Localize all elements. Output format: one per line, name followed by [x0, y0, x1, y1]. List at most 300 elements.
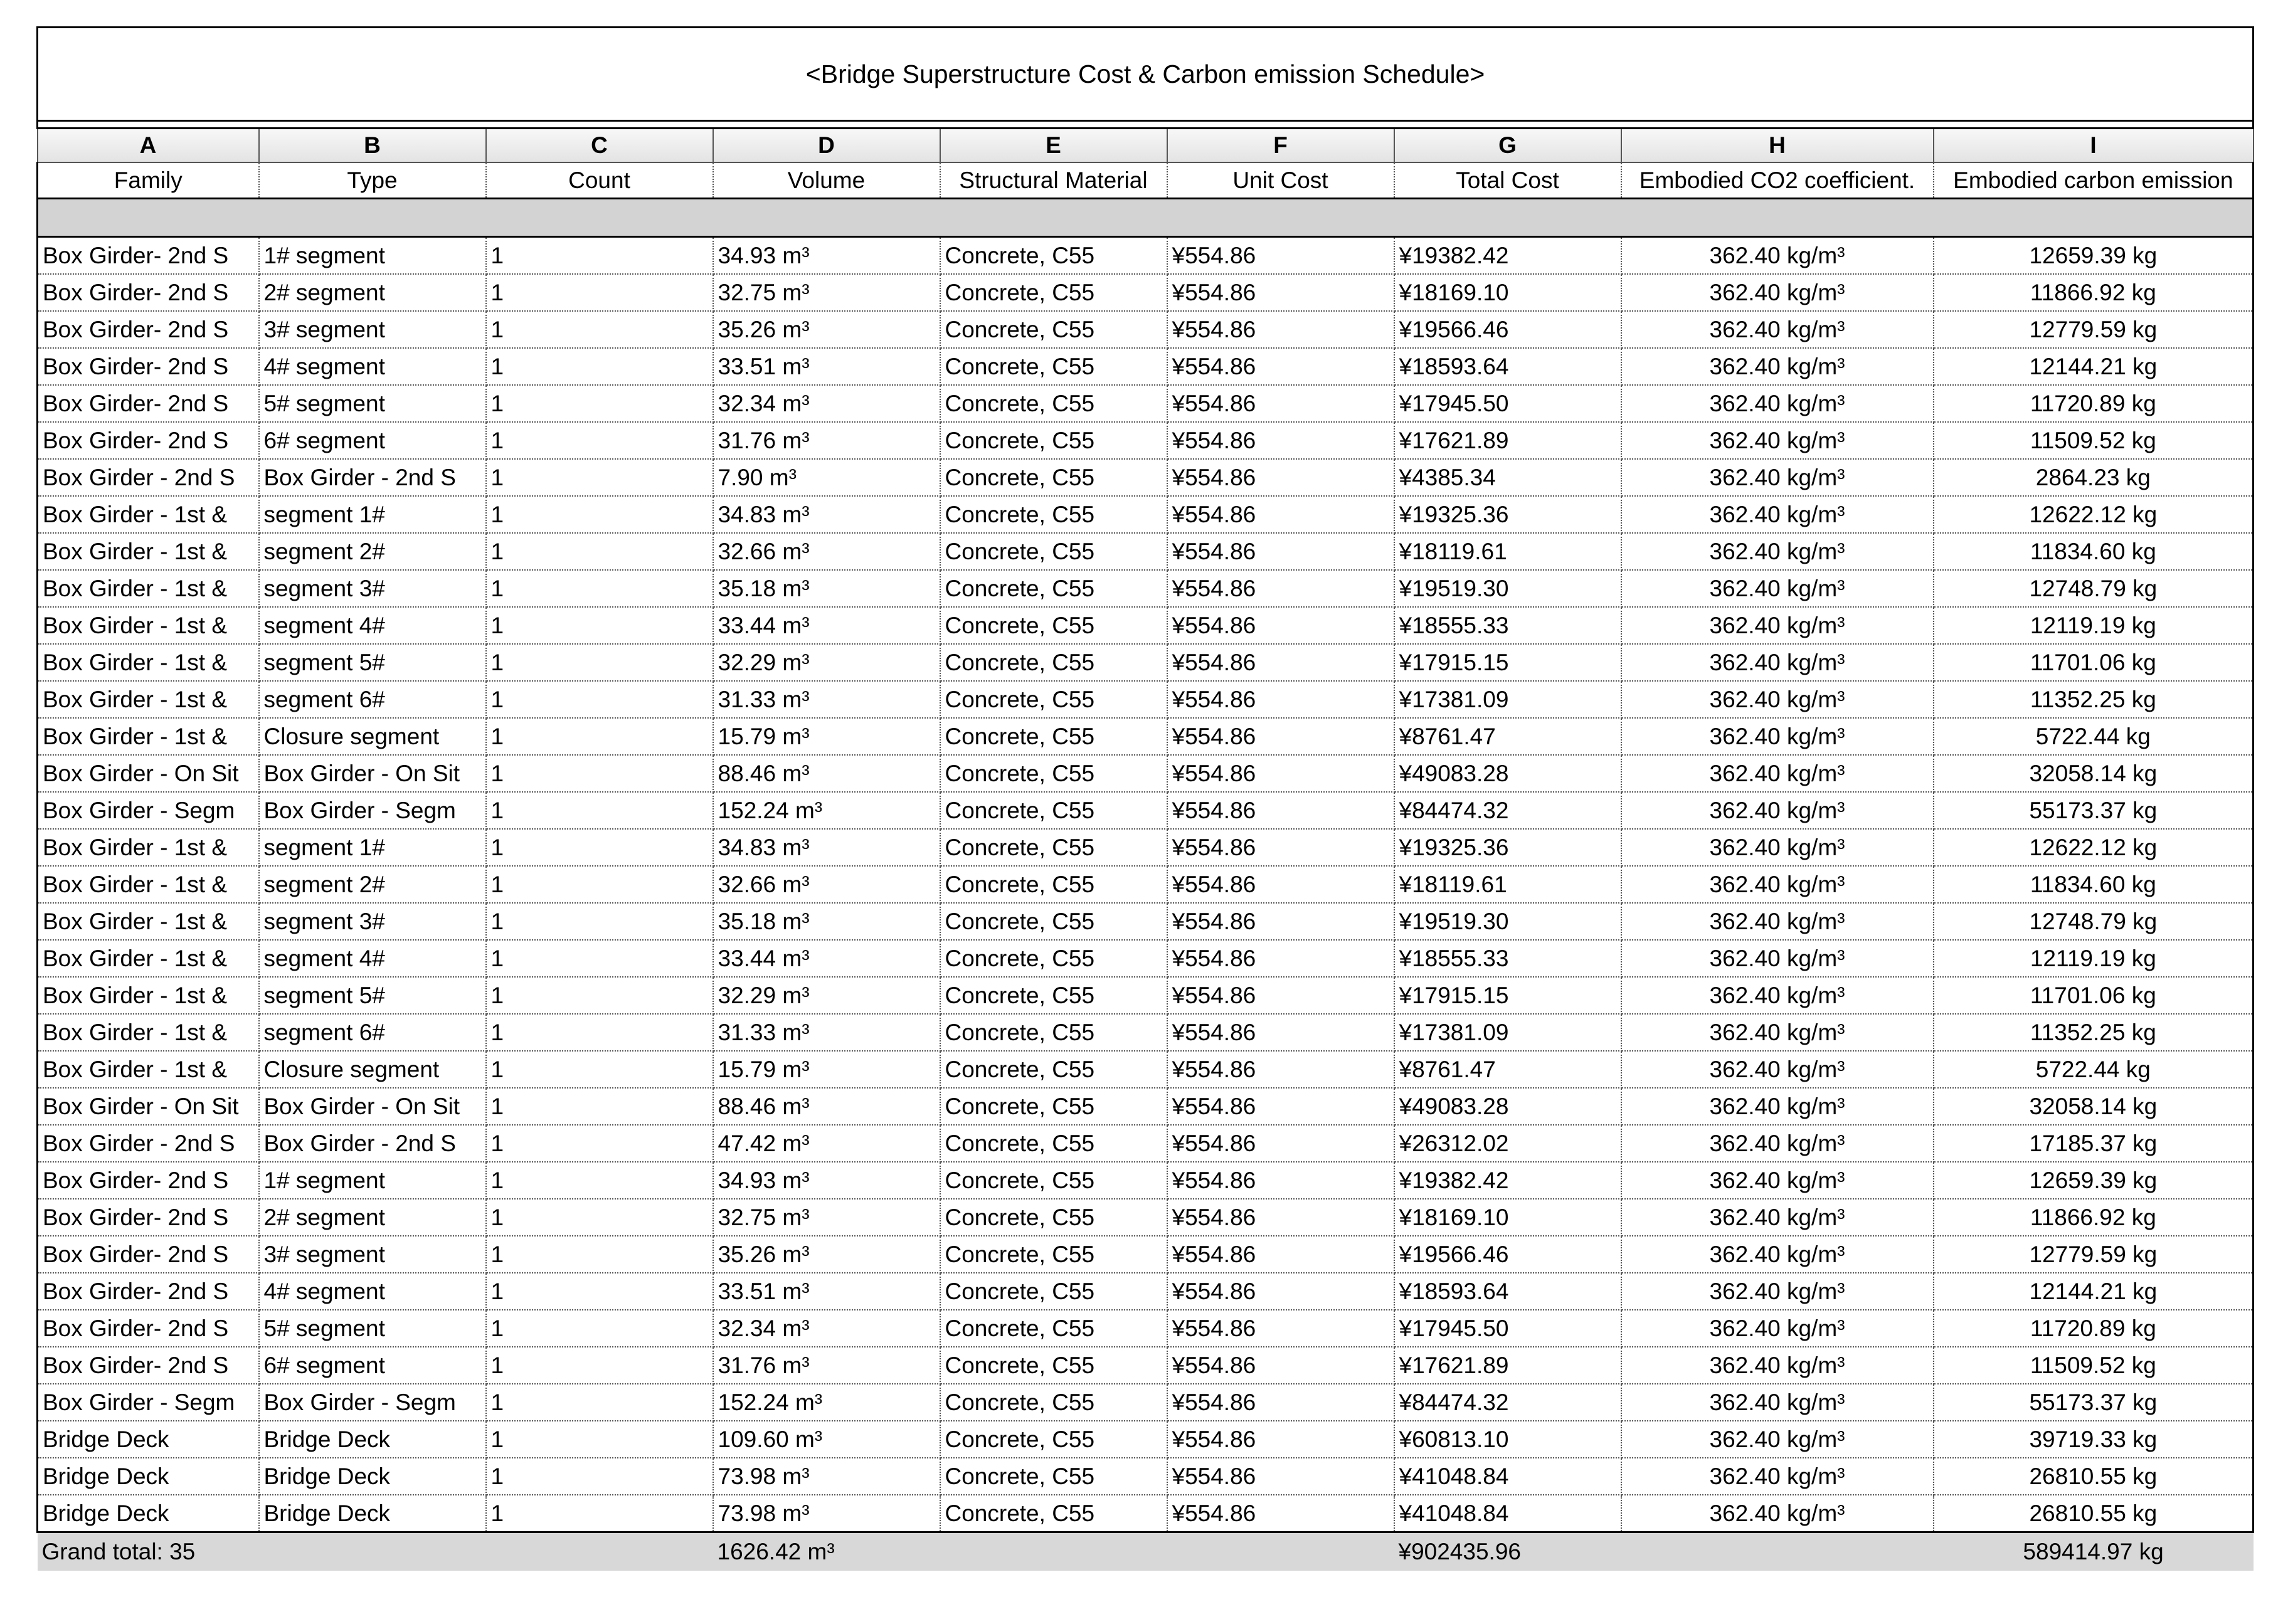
table-row[interactable] — [38, 1273, 2254, 1310]
table-row[interactable] — [38, 1162, 2254, 1199]
volume-cell[interactable]: 33.51 m³ — [713, 348, 940, 385]
total-cost-cell[interactable]: ¥17945.50 — [1394, 385, 1621, 422]
carbon-emission-cell[interactable]: 11834.60 kg — [1934, 533, 2254, 570]
count-cell[interactable]: 1 — [486, 1051, 713, 1088]
co2-coefficient-cell[interactable]: 362.40 kg/m³ — [1621, 459, 1934, 496]
count-cell[interactable]: 1 — [486, 1458, 713, 1495]
count-cell[interactable]: 1 — [486, 903, 713, 940]
carbon-emission-cell[interactable]: 11509.52 kg — [1934, 422, 2254, 459]
unit-cost-cell[interactable]: ¥554.86 — [1167, 792, 1394, 829]
volume-cell[interactable]: 32.29 m³ — [713, 977, 940, 1014]
volume-cell[interactable]: 35.26 m³ — [713, 311, 940, 348]
count-cell[interactable]: 1 — [486, 237, 713, 275]
total-cost-cell[interactable]: ¥49083.28 — [1394, 1088, 1621, 1125]
count-cell[interactable]: 1 — [486, 274, 713, 311]
material-cell[interactable]: Concrete, C55 — [940, 903, 1167, 940]
co2-coefficient-cell[interactable]: 362.40 kg/m³ — [1621, 940, 1934, 977]
material-cell[interactable]: Concrete, C55 — [940, 866, 1167, 903]
table-row[interactable] — [38, 311, 2254, 348]
carbon-emission-cell[interactable]: 55173.37 kg — [1934, 792, 2254, 829]
unit-cost-cell[interactable]: ¥554.86 — [1167, 644, 1394, 681]
unit-cost-cell[interactable]: ¥554.86 — [1167, 866, 1394, 903]
co2-coefficient-cell[interactable]: 362.40 kg/m³ — [1621, 496, 1934, 533]
co2-coefficient-cell[interactable]: 362.40 kg/m³ — [1621, 903, 1934, 940]
count-cell[interactable]: 1 — [486, 1199, 713, 1236]
material-cell[interactable]: Concrete, C55 — [940, 1051, 1167, 1088]
column-letter-d[interactable]: D — [713, 129, 940, 163]
table-row[interactable] — [38, 1458, 2254, 1495]
type-cell[interactable]: 2# segment — [259, 274, 486, 311]
type-cell[interactable]: segment 5# — [259, 977, 486, 1014]
co2-coefficient-cell[interactable]: 362.40 kg/m³ — [1621, 866, 1934, 903]
carbon-emission-cell[interactable]: 11720.89 kg — [1934, 1310, 2254, 1347]
table-row[interactable] — [38, 533, 2254, 570]
header-structural-material[interactable]: Structural Material — [940, 162, 1167, 199]
carbon-emission-cell[interactable]: 55173.37 kg — [1934, 1384, 2254, 1421]
total-cost-cell[interactable]: ¥18593.64 — [1394, 348, 1621, 385]
type-cell[interactable]: Bridge Deck — [259, 1421, 486, 1458]
unit-cost-cell[interactable]: ¥554.86 — [1167, 1273, 1394, 1310]
carbon-emission-cell[interactable]: 12779.59 kg — [1934, 311, 2254, 348]
carbon-emission-cell[interactable]: 12779.59 kg — [1934, 1236, 2254, 1273]
header-family[interactable]: Family — [38, 162, 259, 199]
material-cell[interactable]: Concrete, C55 — [940, 607, 1167, 644]
material-cell[interactable]: Concrete, C55 — [940, 755, 1167, 792]
volume-cell[interactable]: 34.93 m³ — [713, 237, 940, 275]
column-letter-h[interactable]: H — [1621, 129, 1934, 163]
unit-cost-cell[interactable]: ¥554.86 — [1167, 903, 1394, 940]
unit-cost-cell[interactable]: ¥554.86 — [1167, 755, 1394, 792]
volume-cell[interactable]: 15.79 m³ — [713, 1051, 940, 1088]
co2-coefficient-cell[interactable]: 362.40 kg/m³ — [1621, 1273, 1934, 1310]
carbon-emission-cell[interactable]: 12748.79 kg — [1934, 903, 2254, 940]
volume-cell[interactable]: 35.26 m³ — [713, 1236, 940, 1273]
column-letter-i[interactable]: I — [1934, 129, 2254, 163]
co2-coefficient-cell[interactable]: 362.40 kg/m³ — [1621, 1310, 1934, 1347]
co2-coefficient-cell[interactable]: 362.40 kg/m³ — [1621, 422, 1934, 459]
count-cell[interactable]: 1 — [486, 681, 713, 718]
volume-cell[interactable]: 31.76 m³ — [713, 422, 940, 459]
volume-cell[interactable]: 15.79 m³ — [713, 718, 940, 755]
volume-cell[interactable]: 34.83 m³ — [713, 829, 940, 866]
unit-cost-cell[interactable]: ¥554.86 — [1167, 570, 1394, 607]
table-row[interactable] — [38, 866, 2254, 903]
type-cell[interactable]: Box Girder - 2nd S — [259, 1125, 486, 1162]
family-cell[interactable]: Box Girder - Segm — [38, 1384, 259, 1421]
total-cost-cell[interactable]: ¥60813.10 — [1394, 1421, 1621, 1458]
material-cell[interactable]: Concrete, C55 — [940, 940, 1167, 977]
column-letter-a[interactable]: A — [38, 129, 259, 163]
material-cell[interactable]: Concrete, C55 — [940, 1384, 1167, 1421]
material-cell[interactable]: Concrete, C55 — [940, 422, 1167, 459]
carbon-emission-cell[interactable]: 12144.21 kg — [1934, 348, 2254, 385]
unit-cost-cell[interactable]: ¥554.86 — [1167, 1051, 1394, 1088]
volume-cell[interactable]: 35.18 m³ — [713, 903, 940, 940]
carbon-emission-cell[interactable]: 12119.19 kg — [1934, 607, 2254, 644]
co2-coefficient-cell[interactable]: 362.40 kg/m³ — [1621, 1495, 1934, 1532]
table-row[interactable] — [38, 348, 2254, 385]
type-cell[interactable]: 4# segment — [259, 1273, 486, 1310]
family-cell[interactable]: Bridge Deck — [38, 1421, 259, 1458]
count-cell[interactable]: 1 — [486, 348, 713, 385]
total-cost-cell[interactable]: ¥17621.89 — [1394, 422, 1621, 459]
carbon-emission-cell[interactable]: 2864.23 kg — [1934, 459, 2254, 496]
carbon-emission-cell[interactable]: 12119.19 kg — [1934, 940, 2254, 977]
total-cost-cell[interactable]: ¥18593.64 — [1394, 1273, 1621, 1310]
total-cost-cell[interactable]: ¥18555.33 — [1394, 607, 1621, 644]
volume-cell[interactable]: 7.90 m³ — [713, 459, 940, 496]
type-cell[interactable]: 6# segment — [259, 1347, 486, 1384]
co2-coefficient-cell[interactable]: 362.40 kg/m³ — [1621, 570, 1934, 607]
carbon-emission-cell[interactable]: 11509.52 kg — [1934, 1347, 2254, 1384]
material-cell[interactable]: Concrete, C55 — [940, 829, 1167, 866]
total-cost-cell[interactable]: ¥19382.42 — [1394, 237, 1621, 275]
count-cell[interactable]: 1 — [486, 1088, 713, 1125]
family-cell[interactable]: Box Girder- 2nd S — [38, 1347, 259, 1384]
count-cell[interactable]: 1 — [486, 459, 713, 496]
volume-cell[interactable]: 109.60 m³ — [713, 1421, 940, 1458]
unit-cost-cell[interactable]: ¥554.86 — [1167, 829, 1394, 866]
carbon-emission-cell[interactable]: 11866.92 kg — [1934, 1199, 2254, 1236]
co2-coefficient-cell[interactable]: 362.40 kg/m³ — [1621, 1014, 1934, 1051]
header-total-cost[interactable]: Total Cost — [1394, 162, 1621, 199]
family-cell[interactable]: Box Girder - 1st & — [38, 496, 259, 533]
volume-cell[interactable]: 32.29 m³ — [713, 644, 940, 681]
volume-cell[interactable]: 33.44 m³ — [713, 607, 940, 644]
family-cell[interactable]: Box Girder- 2nd S — [38, 1236, 259, 1273]
material-cell[interactable]: Concrete, C55 — [940, 533, 1167, 570]
table-row[interactable] — [38, 385, 2254, 422]
carbon-emission-cell[interactable]: 26810.55 kg — [1934, 1458, 2254, 1495]
carbon-emission-cell[interactable]: 32058.14 kg — [1934, 755, 2254, 792]
volume-cell[interactable]: 47.42 m³ — [713, 1125, 940, 1162]
total-cost-cell[interactable]: ¥18119.61 — [1394, 533, 1621, 570]
family-cell[interactable]: Box Girder - 1st & — [38, 681, 259, 718]
co2-coefficient-cell[interactable]: 362.40 kg/m³ — [1621, 681, 1934, 718]
header-volume[interactable]: Volume — [713, 162, 940, 199]
volume-cell[interactable]: 32.75 m³ — [713, 274, 940, 311]
unit-cost-cell[interactable]: ¥554.86 — [1167, 718, 1394, 755]
type-cell[interactable]: 1# segment — [259, 237, 486, 275]
count-cell[interactable]: 1 — [486, 1162, 713, 1199]
family-cell[interactable]: Box Girder - Segm — [38, 792, 259, 829]
table-row[interactable] — [38, 718, 2254, 755]
column-letter-b[interactable]: B — [259, 129, 486, 163]
type-cell[interactable]: Box Girder - 2nd S — [259, 459, 486, 496]
type-cell[interactable]: 5# segment — [259, 1310, 486, 1347]
count-cell[interactable]: 1 — [486, 718, 713, 755]
table-row[interactable] — [38, 1421, 2254, 1458]
carbon-emission-cell[interactable]: 11352.25 kg — [1934, 1014, 2254, 1051]
table-row[interactable] — [38, 644, 2254, 681]
total-cost-cell[interactable]: ¥18555.33 — [1394, 940, 1621, 977]
family-cell[interactable]: Box Girder- 2nd S — [38, 1310, 259, 1347]
total-cost-cell[interactable]: ¥8761.47 — [1394, 718, 1621, 755]
volume-cell[interactable]: 33.44 m³ — [713, 940, 940, 977]
count-cell[interactable]: 1 — [486, 1125, 713, 1162]
volume-cell[interactable]: 32.34 m³ — [713, 1310, 940, 1347]
unit-cost-cell[interactable]: ¥554.86 — [1167, 1125, 1394, 1162]
material-cell[interactable]: Concrete, C55 — [940, 1014, 1167, 1051]
co2-coefficient-cell[interactable]: 362.40 kg/m³ — [1621, 977, 1934, 1014]
material-cell[interactable]: Concrete, C55 — [940, 681, 1167, 718]
unit-cost-cell[interactable]: ¥554.86 — [1167, 496, 1394, 533]
co2-coefficient-cell[interactable]: 362.40 kg/m³ — [1621, 1088, 1934, 1125]
table-row[interactable] — [38, 1014, 2254, 1051]
total-cost-cell[interactable]: ¥17381.09 — [1394, 681, 1621, 718]
co2-coefficient-cell[interactable]: 362.40 kg/m³ — [1621, 1384, 1934, 1421]
count-cell[interactable]: 1 — [486, 644, 713, 681]
family-cell[interactable]: Bridge Deck — [38, 1495, 259, 1532]
total-cost-cell[interactable]: ¥19325.36 — [1394, 496, 1621, 533]
unit-cost-cell[interactable]: ¥554.86 — [1167, 1384, 1394, 1421]
count-cell[interactable]: 1 — [486, 940, 713, 977]
type-cell[interactable]: Box Girder - Segm — [259, 1384, 486, 1421]
volume-cell[interactable]: 31.33 m³ — [713, 681, 940, 718]
family-cell[interactable]: Box Girder - 1st & — [38, 829, 259, 866]
count-cell[interactable]: 1 — [486, 829, 713, 866]
unit-cost-cell[interactable]: ¥554.86 — [1167, 607, 1394, 644]
table-row[interactable] — [38, 681, 2254, 718]
family-cell[interactable]: Box Girder - 1st & — [38, 533, 259, 570]
total-cost-cell[interactable]: ¥19519.30 — [1394, 903, 1621, 940]
unit-cost-cell[interactable]: ¥554.86 — [1167, 385, 1394, 422]
type-cell[interactable]: 3# segment — [259, 1236, 486, 1273]
co2-coefficient-cell[interactable]: 362.40 kg/m³ — [1621, 755, 1934, 792]
volume-cell[interactable]: 33.51 m³ — [713, 1273, 940, 1310]
co2-coefficient-cell[interactable]: 362.40 kg/m³ — [1621, 1051, 1934, 1088]
header-count[interactable]: Count — [486, 162, 713, 199]
type-cell[interactable]: 6# segment — [259, 422, 486, 459]
unit-cost-cell[interactable]: ¥554.86 — [1167, 311, 1394, 348]
co2-coefficient-cell[interactable]: 362.40 kg/m³ — [1621, 1199, 1934, 1236]
total-cost-cell[interactable]: ¥19519.30 — [1394, 570, 1621, 607]
count-cell[interactable]: 1 — [486, 1310, 713, 1347]
volume-cell[interactable]: 73.98 m³ — [713, 1495, 940, 1532]
count-cell[interactable]: 1 — [486, 1014, 713, 1051]
total-cost-cell[interactable]: ¥19325.36 — [1394, 829, 1621, 866]
type-cell[interactable]: segment 6# — [259, 1014, 486, 1051]
material-cell[interactable]: Concrete, C55 — [940, 792, 1167, 829]
count-cell[interactable]: 1 — [486, 1384, 713, 1421]
table-row[interactable] — [38, 977, 2254, 1014]
unit-cost-cell[interactable]: ¥554.86 — [1167, 1162, 1394, 1199]
family-cell[interactable]: Box Girder - On Sit — [38, 755, 259, 792]
family-cell[interactable]: Box Girder - 1st & — [38, 903, 259, 940]
material-cell[interactable]: Concrete, C55 — [940, 644, 1167, 681]
table-row[interactable] — [38, 1384, 2254, 1421]
type-cell[interactable]: Box Girder - On Sit — [259, 1088, 486, 1125]
type-cell[interactable]: 1# segment — [259, 1162, 486, 1199]
carbon-emission-cell[interactable]: 17185.37 kg — [1934, 1125, 2254, 1162]
count-cell[interactable]: 1 — [486, 1347, 713, 1384]
family-cell[interactable]: Box Girder- 2nd S — [38, 274, 259, 311]
column-letter-e[interactable]: E — [940, 129, 1167, 163]
total-cost-cell[interactable]: ¥49083.28 — [1394, 755, 1621, 792]
count-cell[interactable]: 1 — [486, 1236, 713, 1273]
co2-coefficient-cell[interactable]: 362.40 kg/m³ — [1621, 792, 1934, 829]
type-cell[interactable]: Box Girder - Segm — [259, 792, 486, 829]
material-cell[interactable]: Concrete, C55 — [940, 1162, 1167, 1199]
type-cell[interactable]: Bridge Deck — [259, 1458, 486, 1495]
count-cell[interactable]: 1 — [486, 1495, 713, 1532]
co2-coefficient-cell[interactable]: 362.40 kg/m³ — [1621, 533, 1934, 570]
material-cell[interactable]: Concrete, C55 — [940, 1458, 1167, 1495]
column-letter-g[interactable]: G — [1394, 129, 1621, 163]
volume-cell[interactable]: 31.76 m³ — [713, 1347, 940, 1384]
total-cost-cell[interactable]: ¥17915.15 — [1394, 977, 1621, 1014]
type-cell[interactable]: segment 1# — [259, 829, 486, 866]
header-unit-cost[interactable]: Unit Cost — [1167, 162, 1394, 199]
total-cost-cell[interactable]: ¥84474.32 — [1394, 1384, 1621, 1421]
total-cost-cell[interactable]: ¥18119.61 — [1394, 866, 1621, 903]
count-cell[interactable]: 1 — [486, 866, 713, 903]
material-cell[interactable]: Concrete, C55 — [940, 496, 1167, 533]
volume-cell[interactable]: 152.24 m³ — [713, 792, 940, 829]
total-cost-cell[interactable]: ¥84474.32 — [1394, 792, 1621, 829]
type-cell[interactable]: segment 5# — [259, 644, 486, 681]
type-cell[interactable]: segment 3# — [259, 570, 486, 607]
unit-cost-cell[interactable]: ¥554.86 — [1167, 1421, 1394, 1458]
unit-cost-cell[interactable]: ¥554.86 — [1167, 1014, 1394, 1051]
volume-cell[interactable]: 73.98 m³ — [713, 1458, 940, 1495]
table-row[interactable] — [38, 570, 2254, 607]
table-row[interactable] — [38, 496, 2254, 533]
material-cell[interactable]: Concrete, C55 — [940, 718, 1167, 755]
family-cell[interactable]: Box Girder- 2nd S — [38, 1199, 259, 1236]
table-row[interactable] — [38, 459, 2254, 496]
type-cell[interactable]: segment 1# — [259, 496, 486, 533]
co2-coefficient-cell[interactable]: 362.40 kg/m³ — [1621, 829, 1934, 866]
co2-coefficient-cell[interactable]: 362.40 kg/m³ — [1621, 1125, 1934, 1162]
family-cell[interactable]: Box Girder - 1st & — [38, 607, 259, 644]
count-cell[interactable]: 1 — [486, 1273, 713, 1310]
family-cell[interactable]: Box Girder- 2nd S — [38, 237, 259, 275]
material-cell[interactable]: Concrete, C55 — [940, 459, 1167, 496]
carbon-emission-cell[interactable]: 11701.06 kg — [1934, 644, 2254, 681]
carbon-emission-cell[interactable]: 11834.60 kg — [1934, 866, 2254, 903]
table-row[interactable] — [38, 1125, 2254, 1162]
carbon-emission-cell[interactable]: 12144.21 kg — [1934, 1273, 2254, 1310]
co2-coefficient-cell[interactable]: 362.40 kg/m³ — [1621, 718, 1934, 755]
table-row[interactable] — [38, 1088, 2254, 1125]
family-cell[interactable]: Box Girder - 1st & — [38, 1014, 259, 1051]
carbon-emission-cell[interactable]: 12622.12 kg — [1934, 829, 2254, 866]
material-cell[interactable]: Concrete, C55 — [940, 1236, 1167, 1273]
table-row[interactable] — [38, 237, 2254, 275]
family-cell[interactable]: Box Girder - 2nd S — [38, 1125, 259, 1162]
material-cell[interactable]: Concrete, C55 — [940, 274, 1167, 311]
co2-coefficient-cell[interactable]: 362.40 kg/m³ — [1621, 1421, 1934, 1458]
count-cell[interactable]: 1 — [486, 496, 713, 533]
count-cell[interactable]: 1 — [486, 755, 713, 792]
unit-cost-cell[interactable]: ¥554.86 — [1167, 940, 1394, 977]
table-row[interactable] — [38, 792, 2254, 829]
table-row[interactable] — [38, 1199, 2254, 1236]
total-cost-cell[interactable]: ¥17945.50 — [1394, 1310, 1621, 1347]
co2-coefficient-cell[interactable]: 362.40 kg/m³ — [1621, 1236, 1934, 1273]
co2-coefficient-cell[interactable]: 362.40 kg/m³ — [1621, 1458, 1934, 1495]
family-cell[interactable]: Box Girder - 1st & — [38, 718, 259, 755]
volume-cell[interactable]: 88.46 m³ — [713, 1088, 940, 1125]
carbon-emission-cell[interactable]: 12748.79 kg — [1934, 570, 2254, 607]
unit-cost-cell[interactable]: ¥554.86 — [1167, 681, 1394, 718]
material-cell[interactable]: Concrete, C55 — [940, 237, 1167, 275]
header-type[interactable]: Type — [259, 162, 486, 199]
table-row[interactable] — [38, 940, 2254, 977]
total-cost-cell[interactable]: ¥17381.09 — [1394, 1014, 1621, 1051]
carbon-emission-cell[interactable]: 39719.33 kg — [1934, 1421, 2254, 1458]
volume-cell[interactable]: 88.46 m³ — [713, 755, 940, 792]
co2-coefficient-cell[interactable]: 362.40 kg/m³ — [1621, 311, 1934, 348]
carbon-emission-cell[interactable]: 11701.06 kg — [1934, 977, 2254, 1014]
column-letter-f[interactable]: F — [1167, 129, 1394, 163]
unit-cost-cell[interactable]: ¥554.86 — [1167, 1088, 1394, 1125]
table-row[interactable] — [38, 755, 2254, 792]
unit-cost-cell[interactable]: ¥554.86 — [1167, 1458, 1394, 1495]
total-cost-cell[interactable]: ¥19566.46 — [1394, 1236, 1621, 1273]
volume-cell[interactable]: 32.34 m³ — [713, 385, 940, 422]
table-row[interactable] — [38, 1051, 2254, 1088]
material-cell[interactable]: Concrete, C55 — [940, 1495, 1167, 1532]
material-cell[interactable]: Concrete, C55 — [940, 570, 1167, 607]
type-cell[interactable]: Bridge Deck — [259, 1495, 486, 1532]
material-cell[interactable]: Concrete, C55 — [940, 1421, 1167, 1458]
carbon-emission-cell[interactable]: 12659.39 kg — [1934, 237, 2254, 275]
unit-cost-cell[interactable]: ¥554.86 — [1167, 533, 1394, 570]
unit-cost-cell[interactable]: ¥554.86 — [1167, 459, 1394, 496]
co2-coefficient-cell[interactable]: 362.40 kg/m³ — [1621, 1162, 1934, 1199]
total-cost-cell[interactable]: ¥17915.15 — [1394, 644, 1621, 681]
count-cell[interactable]: 1 — [486, 311, 713, 348]
carbon-emission-cell[interactable]: 11352.25 kg — [1934, 681, 2254, 718]
unit-cost-cell[interactable]: ¥554.86 — [1167, 274, 1394, 311]
carbon-emission-cell[interactable]: 11866.92 kg — [1934, 274, 2254, 311]
unit-cost-cell[interactable]: ¥554.86 — [1167, 1347, 1394, 1384]
family-cell[interactable]: Box Girder - 1st & — [38, 977, 259, 1014]
count-cell[interactable]: 1 — [486, 385, 713, 422]
unit-cost-cell[interactable]: ¥554.86 — [1167, 348, 1394, 385]
total-cost-cell[interactable]: ¥26312.02 — [1394, 1125, 1621, 1162]
volume-cell[interactable]: 32.66 m³ — [713, 866, 940, 903]
family-cell[interactable]: Box Girder- 2nd S — [38, 1273, 259, 1310]
material-cell[interactable]: Concrete, C55 — [940, 311, 1167, 348]
table-row[interactable] — [38, 903, 2254, 940]
carbon-emission-cell[interactable]: 5722.44 kg — [1934, 718, 2254, 755]
material-cell[interactable]: Concrete, C55 — [940, 348, 1167, 385]
family-cell[interactable]: Box Girder- 2nd S — [38, 311, 259, 348]
volume-cell[interactable]: 31.33 m³ — [713, 1014, 940, 1051]
type-cell[interactable]: Closure segment — [259, 1051, 486, 1088]
total-cost-cell[interactable]: ¥8761.47 — [1394, 1051, 1621, 1088]
family-cell[interactable]: Bridge Deck — [38, 1458, 259, 1495]
table-row[interactable] — [38, 1310, 2254, 1347]
co2-coefficient-cell[interactable]: 362.40 kg/m³ — [1621, 607, 1934, 644]
count-cell[interactable]: 1 — [486, 977, 713, 1014]
material-cell[interactable]: Concrete, C55 — [940, 1273, 1167, 1310]
type-cell[interactable]: segment 2# — [259, 866, 486, 903]
carbon-emission-cell[interactable]: 11720.89 kg — [1934, 385, 2254, 422]
count-cell[interactable]: 1 — [486, 533, 713, 570]
carbon-emission-cell[interactable]: 12659.39 kg — [1934, 1162, 2254, 1199]
table-row[interactable] — [38, 274, 2254, 311]
carbon-emission-cell[interactable]: 12622.12 kg — [1934, 496, 2254, 533]
material-cell[interactable]: Concrete, C55 — [940, 977, 1167, 1014]
volume-cell[interactable]: 34.93 m³ — [713, 1162, 940, 1199]
unit-cost-cell[interactable]: ¥554.86 — [1167, 1236, 1394, 1273]
material-cell[interactable]: Concrete, C55 — [940, 1347, 1167, 1384]
unit-cost-cell[interactable]: ¥554.86 — [1167, 237, 1394, 275]
